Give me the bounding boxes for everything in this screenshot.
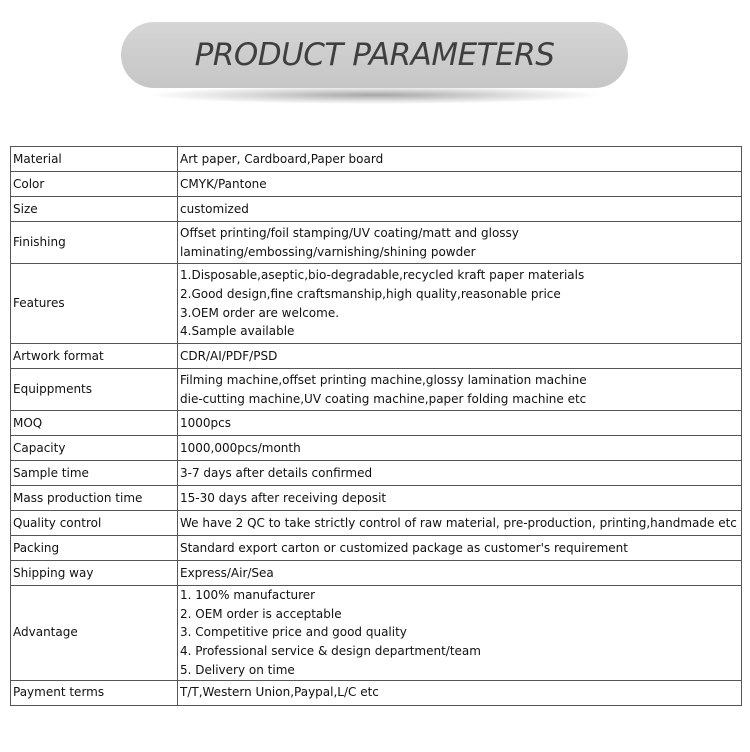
value-line: Express/Air/Sea — [180, 565, 274, 580]
row-value — [178, 680, 742, 705]
table-row — [11, 344, 742, 369]
row-label: Material — [11, 147, 178, 172]
value-line: 1. 100% manufacturer — [180, 588, 316, 602]
row-label: Finishing — [11, 222, 178, 264]
row-value — [178, 511, 742, 536]
row-value — [178, 411, 742, 436]
value-line: CDR/AI/PDF/PSD — [180, 348, 278, 363]
table-row — [11, 561, 742, 586]
title-banner — [121, 22, 628, 102]
table-row — [11, 511, 742, 536]
value-line: 2. OEM order is acceptable — [180, 606, 342, 621]
value-line: 1000,000pcs/month — [180, 440, 301, 455]
table-row — [11, 147, 742, 172]
value-line: CMYK/Pantone — [180, 176, 267, 191]
table-row — [11, 486, 742, 511]
value-line: Offset printing/foil stamping/UV coating/matt and glossy — [180, 225, 519, 240]
table-row — [11, 436, 742, 461]
row-label: Advantage — [11, 586, 178, 681]
row-label: Equippments — [11, 369, 178, 411]
value-line: 2.Good design,fine craftsmanship,high quality,reasonable price — [180, 286, 561, 301]
table-row — [11, 680, 742, 705]
row-value — [178, 344, 742, 369]
row-label: Shipping way — [11, 561, 178, 586]
row-value — [178, 586, 742, 681]
value-line: 4.Sample available — [180, 324, 295, 339]
table-row — [11, 197, 742, 222]
row-value — [178, 264, 742, 344]
value-line: 5. Delivery on time — [180, 662, 295, 677]
row-value — [178, 197, 742, 222]
table-row — [11, 536, 742, 561]
value-line: 3. Competitive price and good quality — [180, 625, 407, 640]
value-line: laminating/embossing/varnishing/shining powder — [180, 244, 476, 259]
row-value — [178, 147, 742, 172]
page-title: PRODUCT PARAMETERS — [194, 37, 555, 73]
banner-pill — [121, 22, 628, 88]
row-value — [178, 561, 742, 586]
table-row — [11, 264, 742, 344]
value-line: die-cutting machine,UV coating machine,paper folding machine etc — [180, 391, 587, 406]
value-line: 1000pcs — [180, 415, 232, 430]
row-label: Quality control — [11, 511, 178, 536]
table-row — [11, 586, 742, 681]
table-row — [11, 369, 742, 411]
value-line: 1.Disposable,aseptic,bio-degradable,recycled kraft paper materials — [180, 268, 585, 283]
row-value — [178, 369, 742, 411]
value-line: Standard export carton or customized package as customer's requirement — [180, 540, 628, 555]
row-label: Size — [11, 197, 178, 222]
table-row — [11, 411, 742, 436]
table-row — [11, 461, 742, 486]
value-line: T/T,Western Union,Paypal,L/C etc — [180, 685, 379, 700]
row-value — [178, 461, 742, 486]
value-line: We have 2 QC to take strictly control of raw material, pre-production, printing,handmade etc — [180, 515, 737, 530]
value-line: Filming machine,offset printing machine,glossy lamination machine — [180, 372, 587, 387]
row-value — [178, 536, 742, 561]
row-label: Packing — [11, 536, 178, 561]
row-label: Mass production time — [11, 486, 178, 511]
banner-shadow — [151, 86, 598, 104]
value-line: 4. Professional service & design department/team — [180, 644, 481, 659]
row-value — [178, 486, 742, 511]
row-label: MOQ — [11, 411, 178, 436]
row-value — [178, 222, 742, 264]
row-label: Payment terms — [11, 680, 178, 705]
product-parameters-table — [10, 146, 742, 706]
value-line: Art paper, Cardboard,Paper board — [180, 151, 384, 166]
value-line: 3-7 days after details confirmed — [180, 465, 373, 480]
row-label: Sample time — [11, 461, 178, 486]
value-line: 3.OEM order are welcome. — [180, 305, 340, 320]
row-value — [178, 436, 742, 461]
value-line: customized — [180, 201, 249, 216]
value-line: 15-30 days after receiving deposit — [180, 490, 387, 505]
row-label: Capacity — [11, 436, 178, 461]
row-value — [178, 172, 742, 197]
row-label: Color — [11, 172, 178, 197]
table-row — [11, 172, 742, 197]
row-label: Artwork format — [11, 344, 178, 369]
row-label: Features — [11, 264, 178, 344]
table-row — [11, 222, 742, 264]
